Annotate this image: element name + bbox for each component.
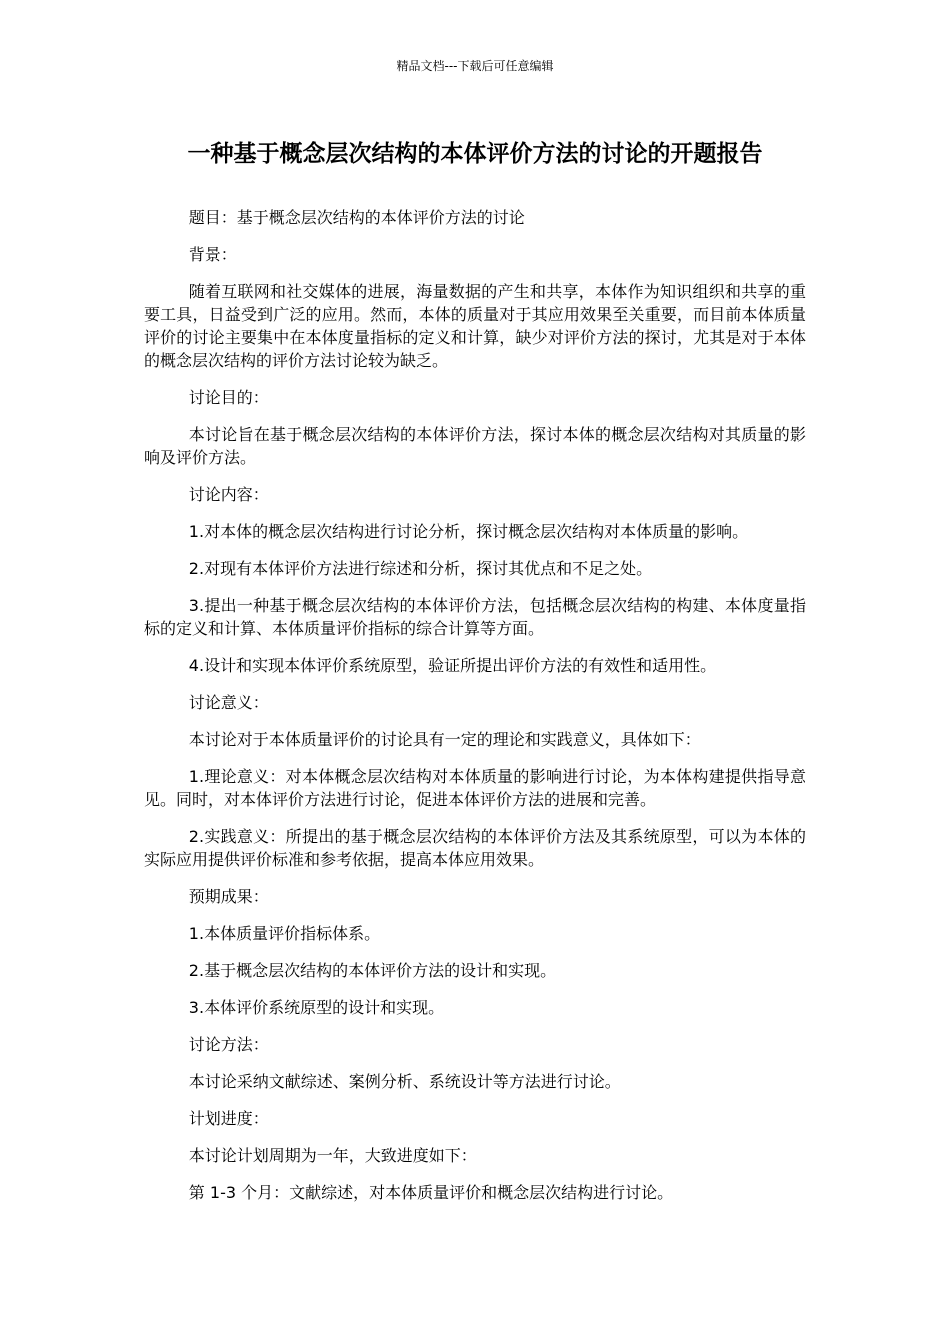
significance-item-2: 2.实践意义：所提出的基于概念层次结构的本体评价方法及其系统原型，可以为本体的实际应用提供评价标准和参考依据，提高本体应用效果。 — [144, 827, 806, 869]
page-header: 精品文档---下载后可任意编辑 — [396, 59, 554, 73]
outcome-item-1: 1.本体质量评价指标体系。 — [188, 924, 381, 943]
paragraph-schedule: 本讨论计划周期为一年，大致进度如下： — [188, 1146, 477, 1165]
heading-outcomes: 预期成果： — [188, 887, 269, 906]
outcome-item-2: 2.基于概念层次结构的本体评价方法的设计和实现。 — [188, 961, 557, 980]
heading-methods: 讨论方法： — [188, 1035, 269, 1054]
paragraph-purpose: 本讨论旨在基于概念层次结构的本体评价方法，探讨本体的概念层次结构对其质量的影响及评价方法。 — [144, 425, 806, 467]
significance-item-1: 1.理论意义：对本体概念层次结构对本体质量的影响进行讨论，为本体构建提供指导意见。同时，对本体评价方法进行讨论，促进本体评价方法的进展和完善。 — [144, 767, 806, 809]
content-item-3: 3.提出一种基于概念层次结构的本体评价方法，包括概念层次结构的构建、本体度量指标的定义和计算、本体质量评价指标的综合计算等方面。 — [144, 596, 806, 638]
document-title: 一种基于概念层次结构的本体评价方法的讨论的开题报告 — [187, 141, 763, 167]
heading-content: 讨论内容： — [188, 485, 269, 504]
heading-schedule: 计划进度： — [188, 1109, 269, 1128]
document-body — [144, 206, 806, 1218]
paragraph-significance: 本讨论对于本体质量评价的讨论具有一定的理论和实践意义，具体如下： — [188, 730, 701, 749]
paragraph-methods: 本讨论采纳文献综述、案例分析、系统设计等方法进行讨论。 — [188, 1072, 621, 1091]
content-item-4: 4.设计和实现本体评价系统原型，验证所提出评价方法的有效性和适用性。 — [188, 656, 717, 675]
heading-background: 背景： — [188, 245, 237, 264]
heading-purpose: 讨论目的： — [188, 388, 269, 407]
content-item-1: 1.对本体的概念层次结构进行讨论分析，探讨概念层次结构对本体质量的影响。 — [188, 522, 749, 541]
schedule-item-1: 第 1-3 个月：文献综述，对本体质量评价和概念层次结构进行讨论。 — [188, 1183, 674, 1202]
paragraph-background: 随着互联网和社交媒体的进展，海量数据的产生和共享，本体作为知识组织和共享的重要工具，日益受到广泛的应用。然而，本体的质量对于其应用效果至关重要，而目前本体质量评价的讨论主要集中在本体度量指标的定义和计算，缺少对评价方法的探讨，尤其是对于本体的概念层次结构的评价方法讨论较为缺乏。 — [144, 282, 806, 370]
heading-significance: 讨论意义： — [188, 693, 269, 712]
content-item-2: 2.对现有本体评价方法进行综述和分析，探讨其优点和不足之处。 — [188, 559, 653, 578]
paragraph-topic: 题目：基于概念层次结构的本体评价方法的讨论 — [188, 208, 525, 227]
outcome-item-3: 3.本体评价系统原型的设计和实现。 — [188, 998, 445, 1017]
